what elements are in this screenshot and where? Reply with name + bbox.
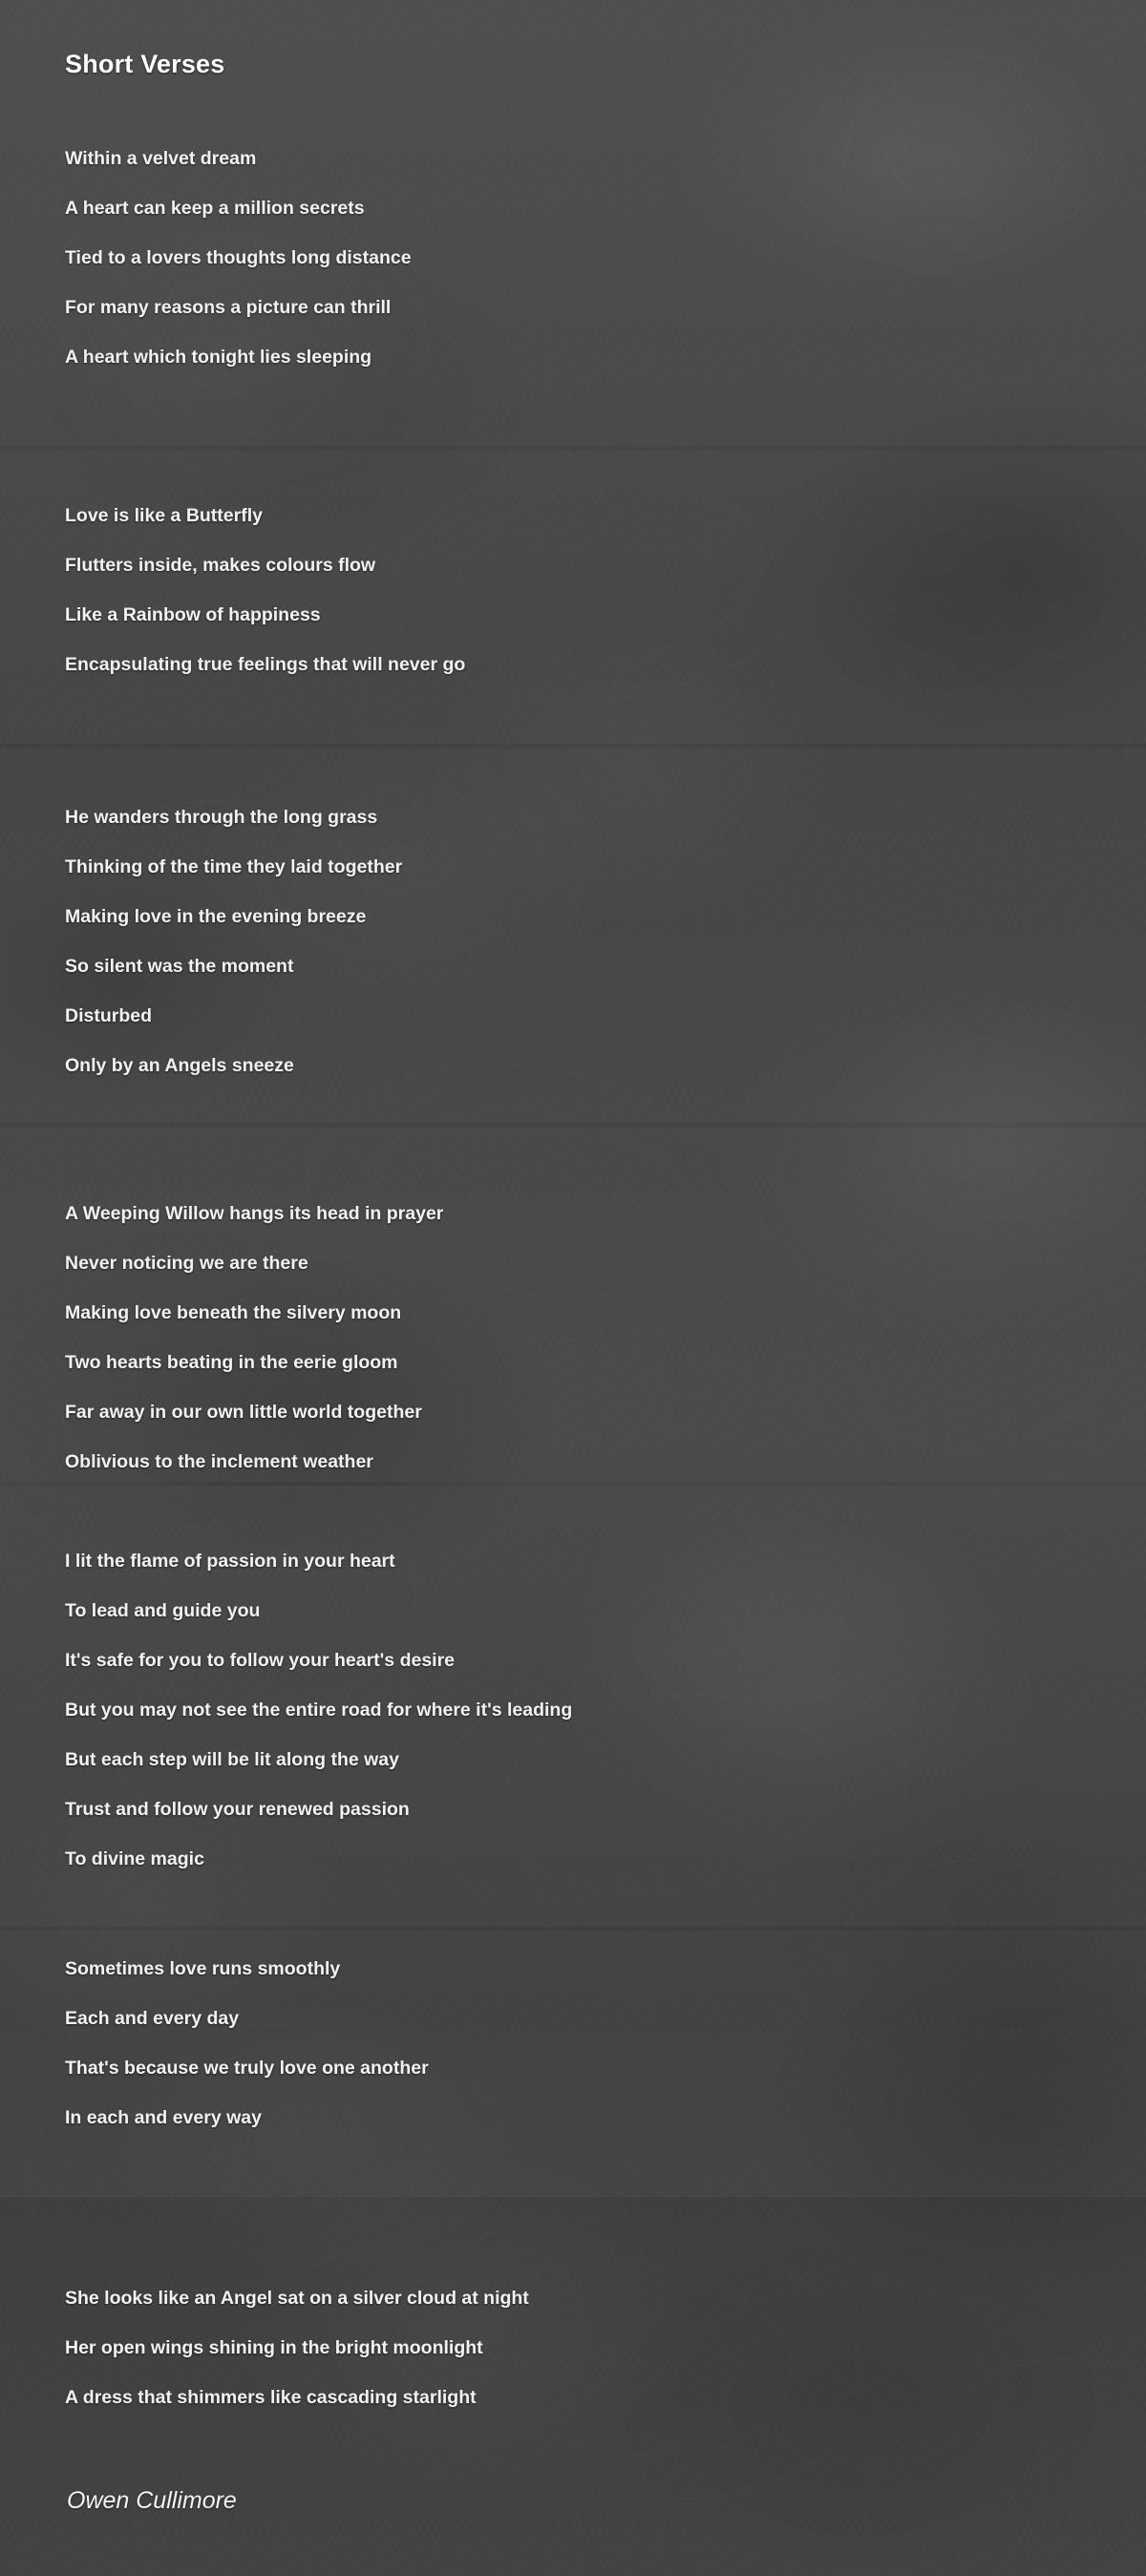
poem-line: A dress that shimmers like cascading starlight — [65, 2387, 477, 2408]
poem-line: She looks like an Angel sat on a silver cloud at night — [65, 2288, 529, 2309]
poem-line: I lit the flame of passion in your heart — [65, 1551, 395, 1572]
poem-line: But each step will be lit along the way — [65, 1749, 399, 1770]
page-title: Short Verses — [65, 50, 225, 78]
poem-line: To lead and guide you — [65, 1600, 261, 1621]
poem-line: A heart which tonight lies sleeping — [65, 347, 372, 368]
poem-line: Making love beneath the silvery moon — [65, 1302, 402, 1323]
poem-line: Never noticing we are there — [65, 1253, 308, 1274]
poem-line: Thinking of the time they laid together — [65, 856, 403, 877]
poem-line: Tied to a lovers thoughts long distance — [65, 247, 412, 268]
poem-line: It's safe for you to follow your heart's desire — [65, 1650, 456, 1671]
poem-line: Disturbed — [65, 1005, 153, 1026]
poem-line: In each and every way — [65, 2107, 262, 2128]
poem-line: Her open wings shining in the bright moonlight — [65, 2337, 483, 2358]
poem-line: Only by an Angels sneeze — [65, 1055, 294, 1076]
poem-line: Flutters inside, makes colours flow — [65, 555, 376, 576]
poem-line: Making love in the evening breeze — [65, 906, 367, 927]
poem-line: That's because we truly love one another — [65, 2058, 429, 2079]
poem-line: A heart can keep a million secrets — [65, 198, 365, 219]
poem-line: But you may not see the entire road for where it's leading — [65, 1700, 573, 1721]
poem-line: Two hearts beating in the eerie gloom — [65, 1352, 398, 1373]
poem-line: Encapsulating true feelings that will never go — [65, 654, 466, 675]
poem-line: Within a velvet dream — [65, 148, 257, 169]
poem-line: Trust and follow your renewed passion — [65, 1799, 410, 1820]
poem-line: A Weeping Willow hangs its head in prayer — [65, 1203, 444, 1224]
poem-line: He wanders through the long grass — [65, 807, 378, 828]
poem-line: To divine magic — [65, 1848, 204, 1869]
poem-line: Sometimes love runs smoothly — [65, 1958, 341, 1979]
poem-line: Far away in our own little world together — [65, 1402, 422, 1423]
poem-line: Oblivious to the inclement weather — [65, 1451, 373, 1472]
poem-line: So silent was the moment — [65, 956, 294, 977]
author-signature: Owen Cullimore — [67, 2487, 237, 2514]
poem-line: For many reasons a picture can thrill — [65, 297, 392, 318]
stanza-band-2 — [0, 451, 1146, 744]
poem-line: Like a Rainbow of happiness — [65, 604, 321, 625]
poem-line: Each and every day — [65, 2008, 240, 2029]
poem-line: Love is like a Butterfly — [65, 505, 263, 526]
